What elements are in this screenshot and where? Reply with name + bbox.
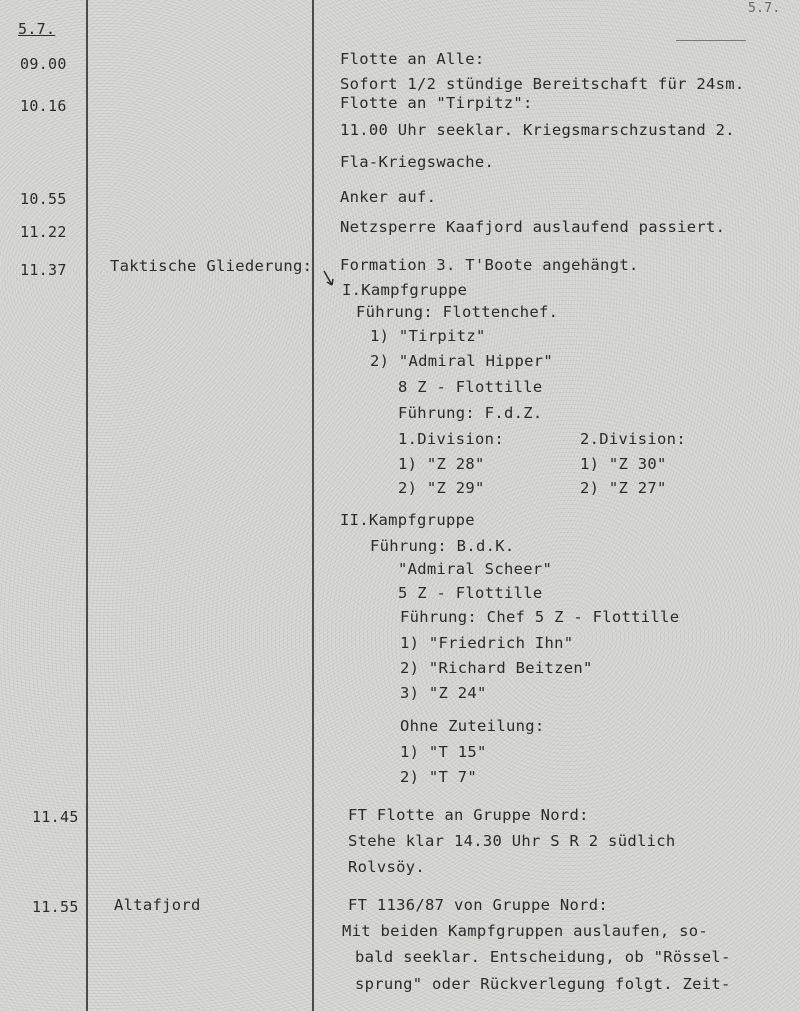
entry-text: 11.00 Uhr seeklar. Kriegsmarschzustand 2. xyxy=(340,121,735,139)
entry-text: Netzsperre Kaafjord auslaufend passiert. xyxy=(340,218,726,236)
ship-admiral-hipper: 2) "Admiral Hipper" xyxy=(370,352,554,370)
entry-date: 5.7. xyxy=(18,20,56,38)
entry-text: Formation 3. T'Boote angehängt. xyxy=(340,256,639,274)
flottille-8-lead: Führung: F.d.Z. xyxy=(398,404,543,422)
ship-z24: 3) "Z 24" xyxy=(400,684,487,702)
remark-altafjord: Altafjord xyxy=(114,896,201,914)
ship-richard-beitzen: 2) "Richard Beitzen" xyxy=(400,659,593,677)
entry-text: bald seeklar. Entscheidung, ob "Rössel- xyxy=(355,948,731,966)
flottille-5-lead: Führung: Chef 5 Z - Flottille xyxy=(400,608,680,626)
entry-text: Mit beiden Kampfgruppen auslaufen, so- xyxy=(342,922,709,940)
arrow-icon xyxy=(322,270,336,288)
ship-z30: 1) "Z 30" xyxy=(580,455,667,473)
entry-text: Sofort 1/2 stündige Bereitschaft für 24sm. xyxy=(340,75,745,93)
header-rule xyxy=(676,40,746,41)
ship-t7: 2) "T 7" xyxy=(400,768,478,786)
ship-admiral-scheer: "Admiral Scheer" xyxy=(398,560,553,578)
entry-text: sprung" oder Rückverlegung folgt. Zeit- xyxy=(355,975,731,993)
entry-text: Rolvsöy. xyxy=(348,858,426,876)
ship-z29: 2) "Z 29" xyxy=(398,479,485,497)
ship-friedrich-ihn: 1) "Friedrich Ihn" xyxy=(400,634,574,652)
ohne-zuteilung: Ohne Zuteilung: xyxy=(400,717,545,735)
remark-taktische-gliederung: Taktische Gliederung: xyxy=(110,257,313,275)
time-1016: 10.16 xyxy=(20,97,67,115)
page-marker: 5.7. xyxy=(748,1,781,16)
time-1055: 10.55 xyxy=(20,190,67,208)
entry-text: FT 1136/87 von Gruppe Nord: xyxy=(348,896,609,914)
time-0900: 09.00 xyxy=(20,55,67,73)
time-1137: 11.37 xyxy=(20,261,67,279)
kampfgruppe-1: I.Kampfgruppe xyxy=(342,281,468,299)
kampfgruppe-2: II.Kampfgruppe xyxy=(340,511,475,529)
ship-z28: 1) "Z 28" xyxy=(398,455,485,473)
kampfgruppe-1-lead: Führung: Flottenchef. xyxy=(356,303,559,321)
entry-text: FT Flotte an Gruppe Nord: xyxy=(348,806,589,824)
flottille-8: 8 Z - Flottille xyxy=(398,378,543,396)
time-1122: 11.22 xyxy=(20,223,67,241)
time-1155: 11.55 xyxy=(32,898,79,916)
entry-text: Stehe klar 14.30 Uhr S R 2 südlich xyxy=(348,832,676,850)
ship-t15: 1) "T 15" xyxy=(400,743,487,761)
margin-rule-time xyxy=(86,0,88,1011)
division-1: 1.Division: xyxy=(398,430,504,448)
entry-text: Flotte an "Tirpitz": xyxy=(340,94,533,112)
margin-rule-remark xyxy=(312,0,314,1011)
division-2: 2.Division: xyxy=(580,430,686,448)
entry-text: Anker auf. xyxy=(340,188,437,206)
entry-text: Flotte an Alle: xyxy=(340,50,485,68)
flottille-5: 5 Z - Flottille xyxy=(398,584,543,602)
kampfgruppe-2-lead: Führung: B.d.K. xyxy=(370,537,515,555)
ship-tirpitz: 1) "Tirpitz" xyxy=(370,327,486,345)
time-1145: 11.45 xyxy=(32,808,79,826)
entry-text: Fla-Kriegswache. xyxy=(340,153,495,171)
ship-z27: 2) "Z 27" xyxy=(580,479,667,497)
